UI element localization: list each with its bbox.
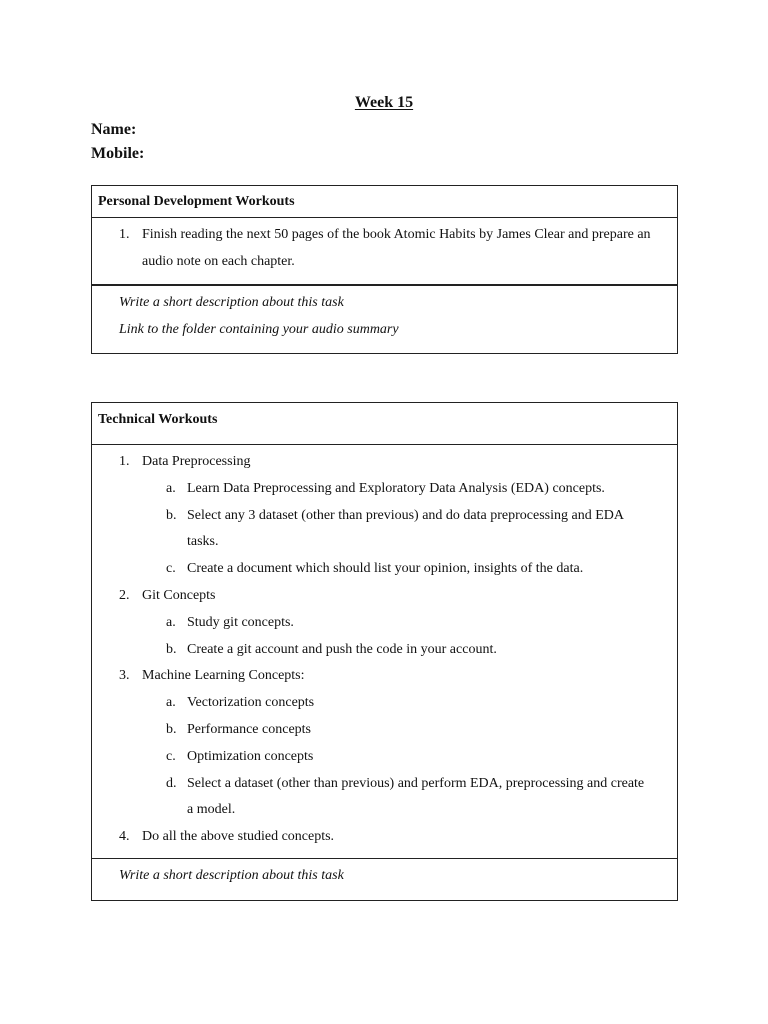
subtask-item — [92, 476, 677, 503]
subtask-text: Optimization concepts — [187, 748, 314, 764]
subtask-letter: a. — [166, 480, 176, 496]
subtask-item — [92, 610, 677, 637]
task-text: Git Concepts — [142, 587, 216, 603]
personal-response-area — [92, 286, 677, 343]
subtask-text: Select a dataset (other than previous) and perform EDA, preprocessing and create a model. — [187, 775, 645, 818]
task-item — [92, 222, 677, 276]
subtask-letter: a. — [166, 695, 176, 711]
description-prompt: Write a short description about this task — [119, 295, 344, 310]
task-number: 3. — [119, 668, 130, 684]
subtask-item — [92, 690, 677, 717]
task-text: Data Preprocessing — [142, 454, 251, 469]
description-prompt: Write a short description about this task — [119, 868, 344, 883]
subtask-item — [92, 556, 677, 583]
task-number: 4. — [119, 829, 130, 845]
name-label: Name: — [91, 121, 137, 138]
subtask-letter: b. — [166, 721, 177, 737]
subtask-item — [92, 771, 677, 825]
subtask-text: Study git concepts. — [187, 614, 294, 630]
mobile-label: Mobile: — [91, 145, 145, 162]
subtask-item — [92, 503, 677, 557]
task-number: 2. — [119, 587, 130, 603]
subtask-text: Create a git account and push the code in your account. — [187, 641, 497, 657]
subtask-letter: b. — [166, 507, 177, 523]
subtask-item — [92, 744, 677, 771]
task-text: Do all the above studied concepts. — [142, 829, 335, 845]
subtask-item — [92, 717, 677, 744]
task-text: Machine Learning Concepts: — [142, 668, 305, 684]
subtask-letter: d. — [166, 775, 177, 791]
audio-link-prompt: Link to the folder containing your audio summary — [119, 322, 399, 337]
task-item-git-concepts — [92, 583, 677, 610]
meta-fields — [91, 118, 144, 166]
task-text: Finish reading the next 50 pages of the book Atomic Habits by James Clear and prepare an audio note on each chapter. — [142, 227, 651, 269]
task-number: 1. — [119, 454, 130, 469]
subtask-text: Learn Data Preprocessing and Exploratory Data Analysis (EDA) concepts. — [187, 480, 605, 496]
technical-workouts-section — [91, 402, 678, 901]
technical-section-header: Technical Workouts — [92, 403, 677, 445]
personal-task-list — [92, 218, 677, 286]
technical-task-list — [92, 445, 677, 859]
personal-section-header: Personal Development Workouts — [92, 186, 677, 218]
subtask-letter: c. — [166, 561, 176, 577]
subtask-letter: c. — [166, 748, 176, 764]
task-item-do-all — [92, 824, 677, 851]
task-item-machine-learning — [92, 663, 677, 690]
subtask-letter: b. — [166, 641, 177, 657]
subtask-text: Performance concepts — [187, 721, 311, 737]
task-number: 1. — [119, 227, 130, 242]
subtask-item — [92, 637, 677, 664]
subtask-letter: a. — [166, 614, 176, 630]
subtask-text: Select any 3 dataset (other than previous) and do data preprocessing and EDA tasks. — [187, 507, 624, 550]
personal-development-section — [91, 185, 678, 354]
technical-response-area — [92, 859, 677, 889]
page-title: Week 15 — [354, 94, 414, 111]
task-item-data-preprocessing — [92, 449, 677, 476]
subtask-text: Vectorization concepts — [187, 695, 315, 711]
subtask-text: Create a document which should list your opinion, insights of the data. — [187, 561, 584, 577]
